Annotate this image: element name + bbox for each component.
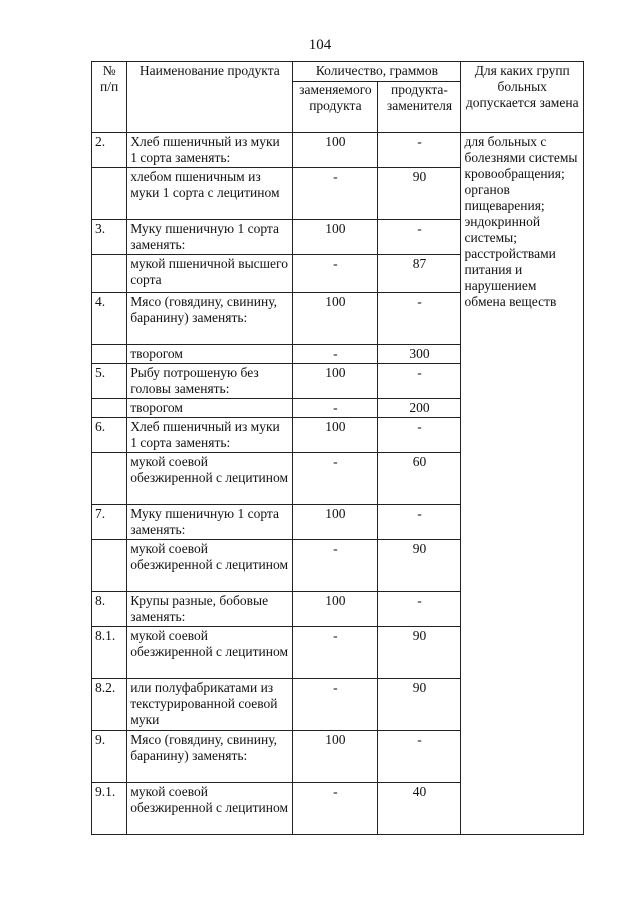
product-name: мукой соевой обезжиренной с лецитином xyxy=(127,453,293,505)
product-name: Хлеб пшеничный из муки 1 сорта заменять: xyxy=(127,418,293,453)
qty-replaced: - xyxy=(293,627,378,679)
qty-substitute: - xyxy=(378,293,461,345)
qty-substitute: - xyxy=(378,418,461,453)
header-num xyxy=(92,62,127,133)
header-qty-replaced: заменяемого продукта xyxy=(293,82,378,133)
row-number: 9.1. xyxy=(92,783,127,835)
qty-substitute: - xyxy=(378,133,461,168)
row-number xyxy=(92,255,127,293)
qty-replaced: - xyxy=(293,345,378,364)
row-number: 7. xyxy=(92,505,127,540)
product-name: Муку пшеничную 1 сорта заменять: xyxy=(127,220,293,255)
header-groups: Для каких групп больных допускается замена xyxy=(461,62,584,133)
product-name: Рыбу потрошеную без головы заменять: xyxy=(127,364,293,399)
substitution-table xyxy=(91,61,584,835)
header-qty: Количество, граммов xyxy=(293,62,461,82)
header-num-text: № п/п xyxy=(100,63,119,94)
row-number: 4. xyxy=(92,293,127,345)
qty-substitute: - xyxy=(378,731,461,783)
qty-replaced: - xyxy=(293,679,378,731)
qty-replaced: - xyxy=(293,783,378,835)
row-number: 8.2. xyxy=(92,679,127,731)
qty-substitute: - xyxy=(378,220,461,255)
row-number: 2. xyxy=(92,133,127,168)
product-name: Хлеб пшеничный из муки 1 сорта заменять: xyxy=(127,133,293,168)
page-number: 104 xyxy=(308,37,332,53)
product-name: Мясо (говядину, свинину, баранину) заменять: xyxy=(127,293,293,345)
product-name: мукой соевой обезжиренной с лецитином xyxy=(127,783,293,835)
table-row xyxy=(92,133,584,168)
product-name: мукой пшеничной высшего сорта xyxy=(127,255,293,293)
table-body xyxy=(92,133,584,835)
qty-replaced: 100 xyxy=(293,364,378,399)
qty-replaced: - xyxy=(293,453,378,505)
row-number: 5. xyxy=(92,364,127,399)
product-name: мукой соевой обезжиренной с лецитином xyxy=(127,627,293,679)
qty-replaced: - xyxy=(293,540,378,592)
row-number: 9. xyxy=(92,731,127,783)
header-row-1 xyxy=(92,62,584,82)
row-number xyxy=(92,168,127,220)
product-name: Мясо (говядину, свинину, баранину) заменять: xyxy=(127,731,293,783)
qty-replaced: - xyxy=(293,255,378,293)
qty-replaced: - xyxy=(293,399,378,418)
qty-substitute: - xyxy=(378,505,461,540)
qty-substitute: 200 xyxy=(378,399,461,418)
product-name: мукой соевой обезжиренной с лецитином xyxy=(127,540,293,592)
product-name: творогом xyxy=(127,345,293,364)
row-number xyxy=(92,345,127,364)
qty-substitute: - xyxy=(378,364,461,399)
product-name: или полуфабрикатами из текстурированной соевой муки xyxy=(127,679,293,731)
row-number: 8.1. xyxy=(92,627,127,679)
qty-substitute: 90 xyxy=(378,627,461,679)
product-name: Крупы разные, бобовые заменять: xyxy=(127,592,293,627)
qty-substitute: 40 xyxy=(378,783,461,835)
qty-replaced: - xyxy=(293,168,378,220)
qty-replaced: 100 xyxy=(293,731,378,783)
row-number xyxy=(92,399,127,418)
qty-replaced: 100 xyxy=(293,133,378,168)
row-number xyxy=(92,453,127,505)
patient-groups: для больных с болезнями системы кровообращения; органов пищеварения; эндокринной системы; расстройствами питания и нарушением обмена веществ xyxy=(461,133,584,835)
row-number: 3. xyxy=(92,220,127,255)
header-qty-substitute: продукта-заменителя xyxy=(378,82,461,133)
qty-substitute: - xyxy=(378,592,461,627)
row-number xyxy=(92,540,127,592)
row-number: 6. xyxy=(92,418,127,453)
qty-substitute: 90 xyxy=(378,540,461,592)
qty-replaced: 100 xyxy=(293,220,378,255)
qty-replaced: 100 xyxy=(293,505,378,540)
header-name: Наименование продукта xyxy=(127,62,293,133)
row-number: 8. xyxy=(92,592,127,627)
qty-substitute: 60 xyxy=(378,453,461,505)
product-name: хлебом пшеничным из муки 1 сорта с лецитином xyxy=(127,168,293,220)
qty-substitute: 90 xyxy=(378,679,461,731)
qty-substitute: 300 xyxy=(378,345,461,364)
qty-substitute: 90 xyxy=(378,168,461,220)
qty-replaced: 100 xyxy=(293,592,378,627)
qty-replaced: 100 xyxy=(293,418,378,453)
qty-replaced: 100 xyxy=(293,293,378,345)
product-name: творогом xyxy=(127,399,293,418)
qty-substitute: 87 xyxy=(378,255,461,293)
product-name: Муку пшеничную 1 сорта заменять: xyxy=(127,505,293,540)
